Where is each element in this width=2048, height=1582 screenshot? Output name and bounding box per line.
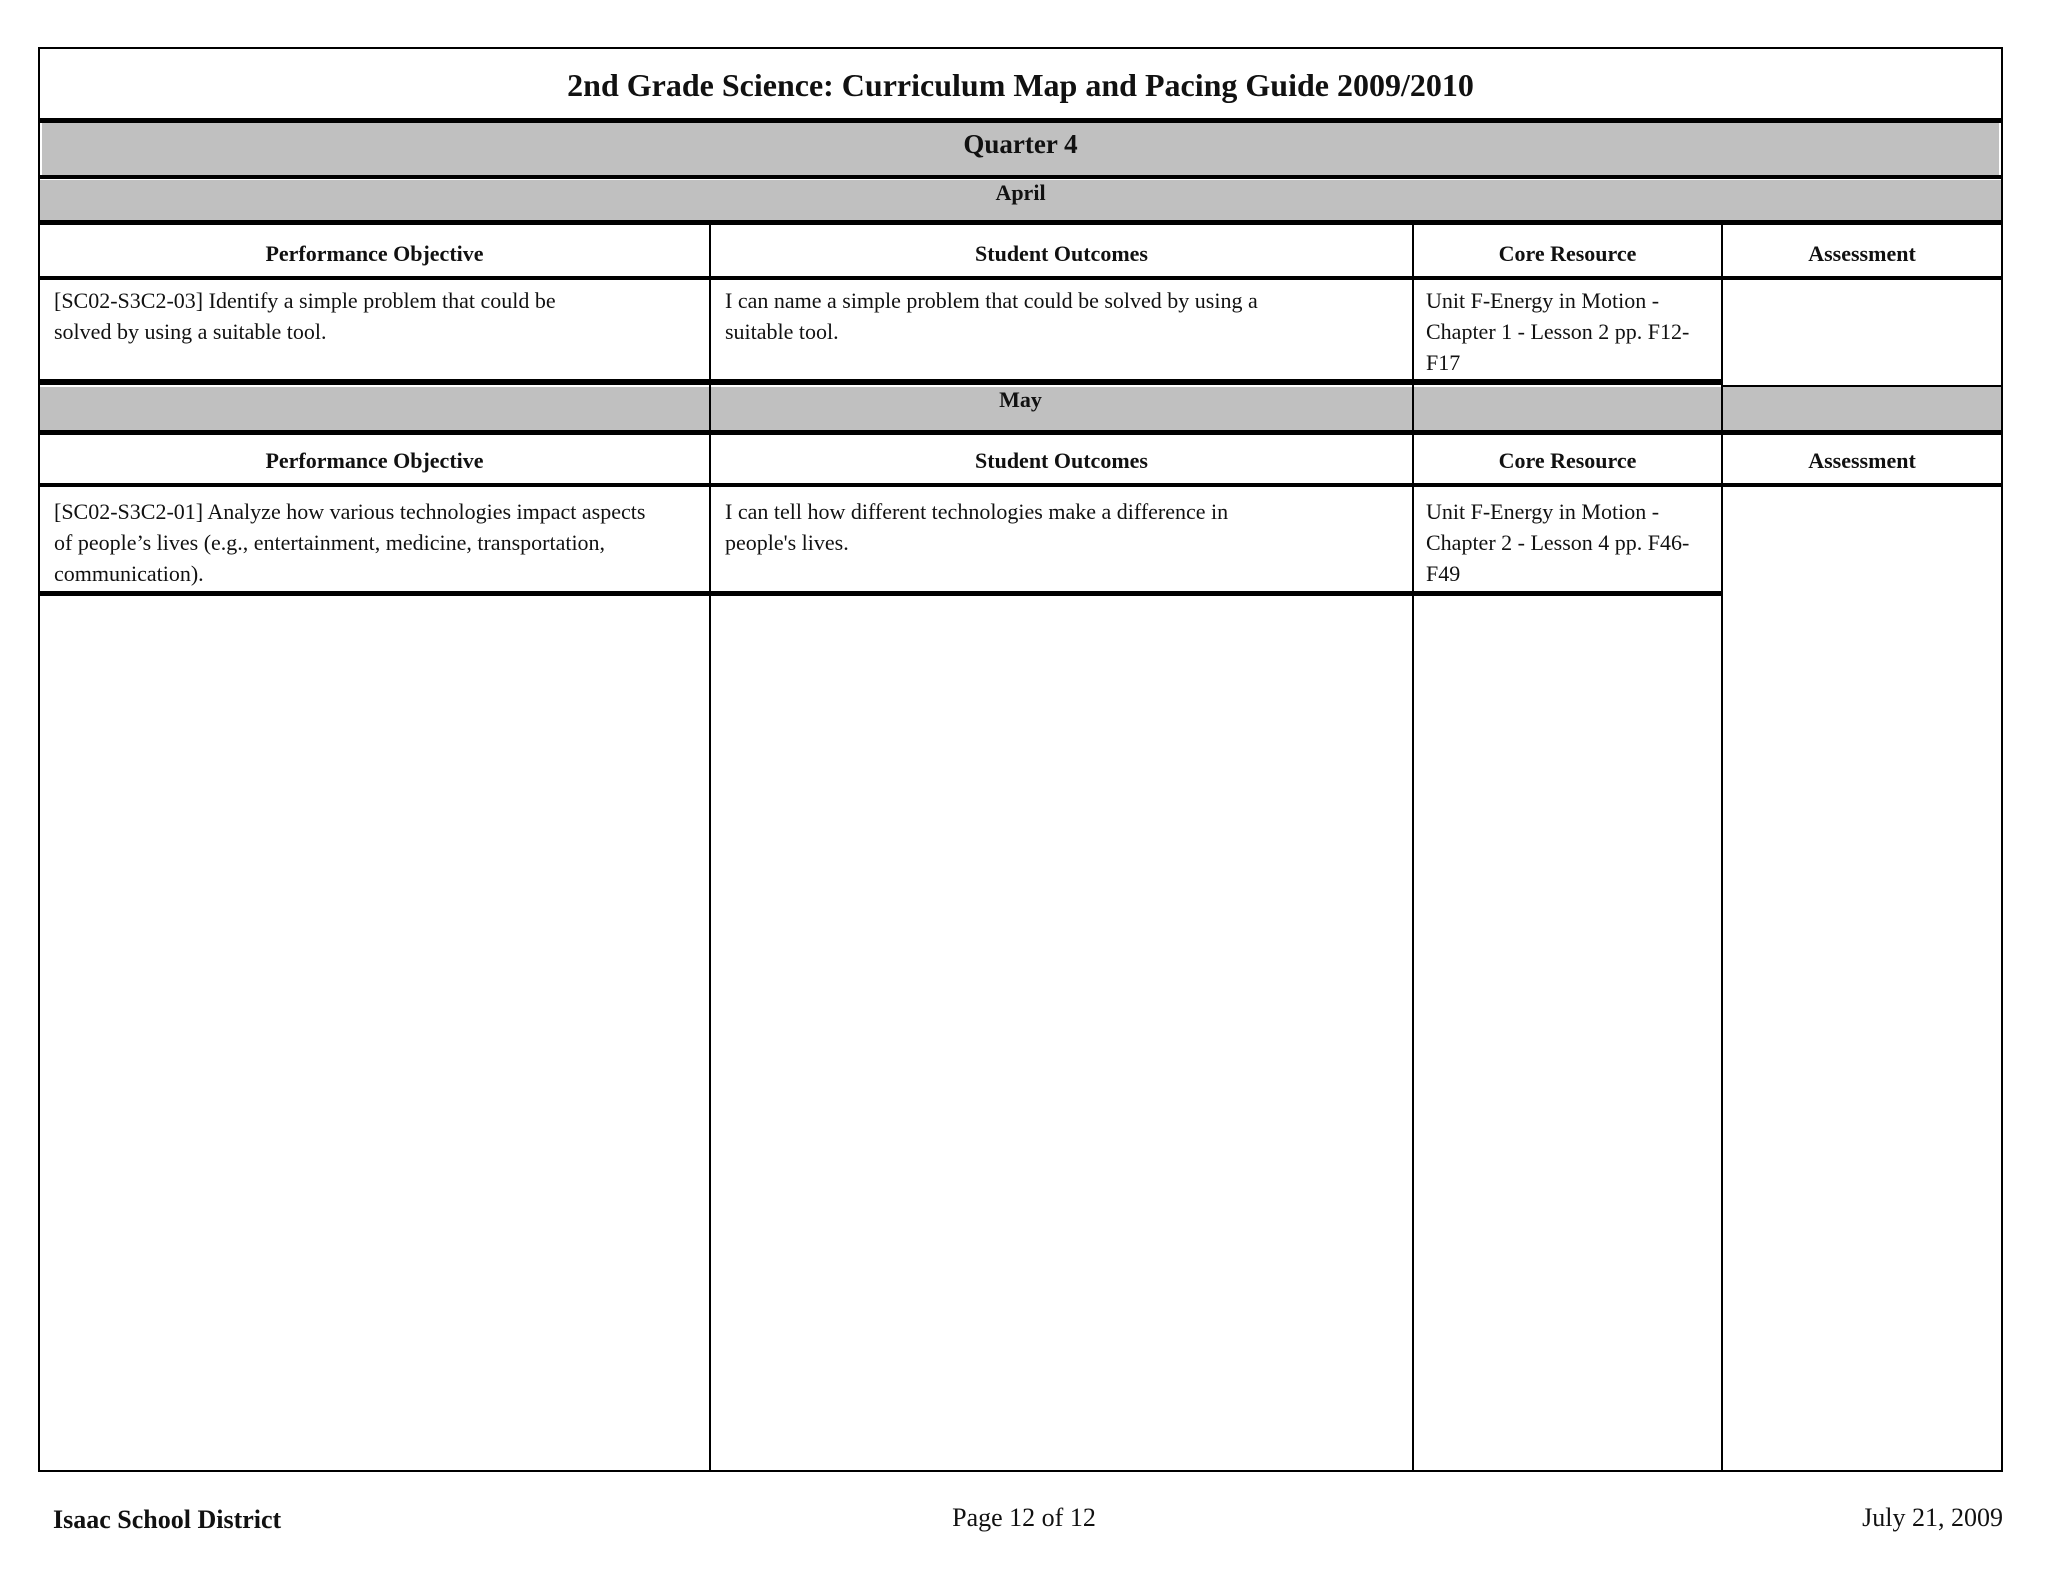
rule-april-row-end	[40, 379, 1721, 385]
april-outcome: I can name a simple problem that could be solved by using a suitable tool.	[725, 288, 1258, 344]
quarter-label: Quarter 4	[963, 129, 1078, 159]
april-objective: [SC02-S3C2-03] Identify a simple problem that could be solved by using a suitable tool.	[54, 288, 556, 344]
footer-page-number: Page 12 of 12	[952, 1503, 1096, 1532]
header-performance-objective: Performance Objective	[265, 448, 484, 473]
rule-may-row-end	[40, 591, 1721, 596]
header-student-outcomes: Student Outcomes	[975, 448, 1148, 473]
rule-under-april-header	[40, 276, 2001, 280]
document-title: 2nd Grade Science: Curriculum Map and Pacing Guide 2009/2010	[567, 67, 1474, 103]
header-student-outcomes: Student Outcomes	[975, 241, 1148, 266]
rule-under-title	[40, 118, 2001, 123]
rule-under-may	[40, 430, 2001, 435]
month-may: May	[999, 387, 1042, 412]
month-april: April	[995, 180, 1046, 205]
curriculum-table	[38, 47, 2003, 1472]
header-performance-objective: Performance Objective	[265, 241, 484, 266]
header-core-resource: Core Resource	[1498, 448, 1637, 473]
rule-under-may-header	[40, 483, 2001, 487]
rule-under-quarter	[40, 175, 2001, 179]
may-resource: Unit F-Energy in Motion - Chapter 2 - Lesson 4 pp. F46-F49	[1426, 499, 1690, 586]
may-outcome: I can tell how different technologies make a difference in people's lives.	[725, 499, 1229, 555]
april-resource: Unit F-Energy in Motion - Chapter 1 - Lesson 2 pp. F12-F17	[1426, 288, 1690, 375]
header-assessment: Assessment	[1808, 241, 1916, 266]
footer-district: Isaac School District	[53, 1505, 282, 1534]
rule-under-april	[40, 220, 2001, 225]
may-objective: [SC02-S3C2-01] Analyze how various technologies impact aspects of people’s lives (e.g., entertainment, medicine, transportation, communication).	[54, 499, 646, 586]
footer-date: July 21, 2009	[1862, 1503, 2003, 1532]
header-assessment: Assessment	[1808, 448, 1916, 473]
header-core-resource: Core Resource	[1498, 241, 1637, 266]
